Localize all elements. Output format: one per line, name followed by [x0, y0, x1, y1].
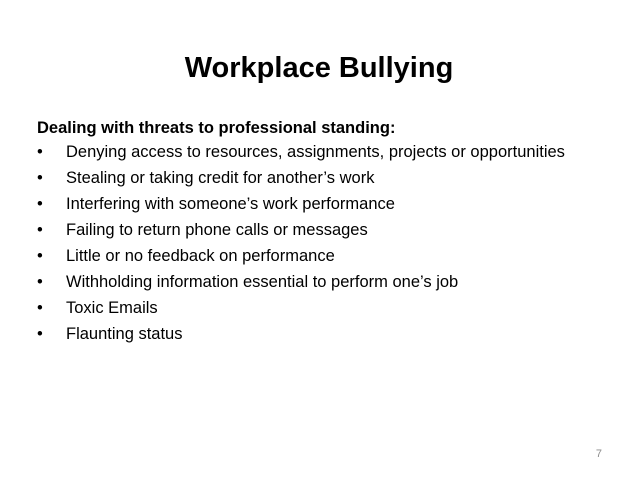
bullet-icon: • [37, 273, 43, 291]
bullet-text: Stealing or taking credit for another’s work [66, 169, 375, 187]
page-number: 7 [595, 448, 602, 460]
slide-content [37, 116, 597, 350]
bullet-item [37, 324, 597, 344]
slide-title: Workplace Bullying [184, 52, 454, 84]
bullet-icon: • [37, 221, 43, 239]
bullet-icon: • [37, 299, 43, 317]
bullet-item [37, 194, 597, 214]
bullet-item [37, 298, 597, 318]
bullet-list [37, 142, 597, 344]
bullet-item [37, 142, 597, 162]
bullet-item [37, 220, 597, 240]
bullet-item [37, 168, 597, 188]
bullet-text: Withholding information essential to perform one’s job [66, 273, 459, 291]
bullet-text: Interfering with someone’s work performance [66, 195, 395, 213]
bullet-icon: • [37, 143, 43, 161]
bullet-icon: • [37, 247, 43, 265]
bullet-icon: • [37, 169, 43, 187]
section-heading: Dealing with threats to professional standing: [37, 119, 396, 137]
bullet-text: Flaunting status [66, 325, 183, 343]
bullet-text: Failing to return phone calls or messages [66, 221, 368, 239]
bullet-text: Toxic Emails [66, 299, 158, 317]
bullet-icon: • [37, 195, 43, 213]
bullet-text: Denying access to resources, assignments, projects or opportunities [66, 143, 565, 161]
bullet-icon: • [37, 325, 43, 343]
bullet-item [37, 272, 597, 292]
bullet-item [37, 246, 597, 266]
bullet-text: Little or no feedback on performance [66, 247, 335, 265]
